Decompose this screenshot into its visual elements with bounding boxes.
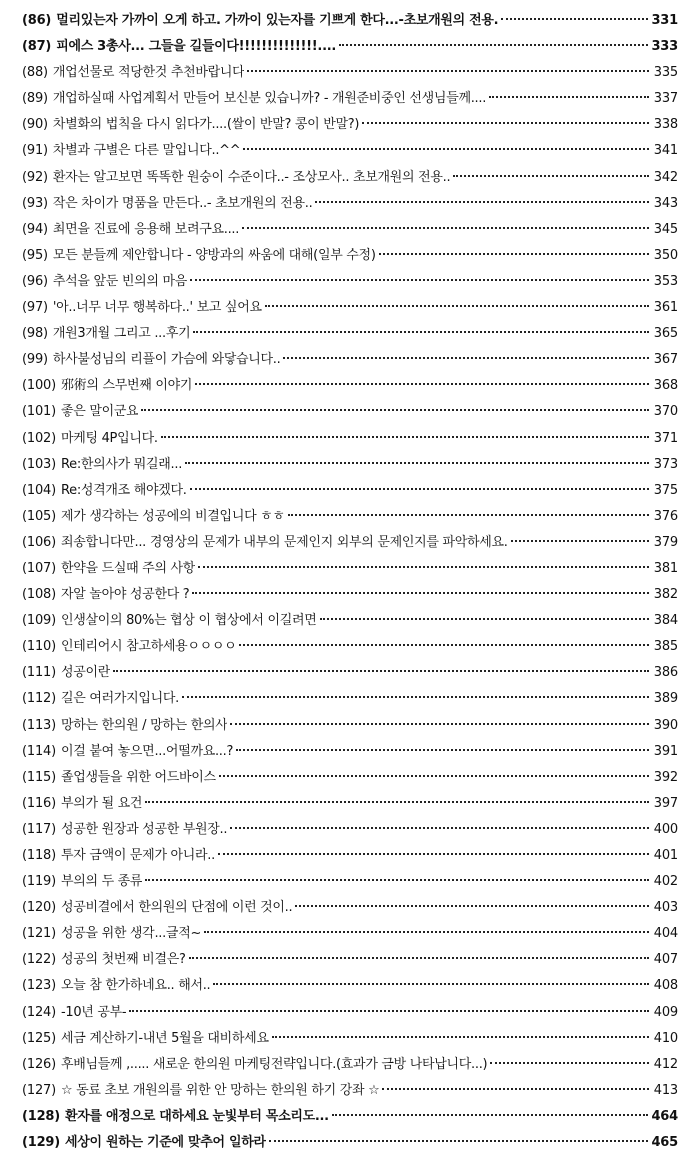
toc-entry: [0, 60, 700, 86]
toc-entry-title: 성공의 첫번째 비결은?: [60, 952, 186, 968]
toc-entry-title: 세상이 원하는 기준에 맞추어 일하라: [65, 1135, 266, 1151]
dot-leader: [141, 409, 649, 411]
toc-entry: [0, 634, 700, 660]
toc-entry-number: (105): [22, 508, 56, 524]
dot-leader: [490, 1062, 649, 1064]
toc-entry-number: (111): [22, 665, 56, 681]
toc-entry-number: (94): [22, 221, 48, 237]
toc-entry-number: (121): [22, 926, 56, 942]
toc-entry-page: 381: [653, 560, 678, 576]
toc-entry: [0, 399, 700, 425]
dot-leader: [332, 1114, 649, 1116]
toc-entry-number: (90): [22, 117, 48, 133]
toc-entry: [0, 947, 700, 973]
toc-entry-page: 367: [653, 352, 678, 368]
toc-entry: [0, 869, 700, 895]
dot-leader: [113, 670, 649, 672]
toc-entry-number: (126): [22, 1056, 56, 1072]
toc-entry-page: 408: [653, 978, 678, 994]
toc-entry: [0, 165, 700, 191]
toc-entry: [0, 478, 700, 504]
toc-entry-number: (96): [22, 273, 48, 289]
toc-entry-title: 성공한 원장과 성공한 부원장..: [60, 821, 228, 837]
toc-entry-title: 부의가 될 요건: [60, 795, 143, 811]
toc-entry: [0, 452, 700, 478]
toc-entry-number: (116): [22, 795, 56, 811]
toc-entry-page: 368: [653, 378, 678, 394]
toc-entry: [0, 243, 700, 269]
dot-leader: [379, 253, 649, 255]
toc-entry-number: (108): [22, 587, 56, 603]
toc-entry-title: 개업하실때 사업계획서 만들어 보신분 있습니까? - 개원준비중인 선생님들께....: [52, 91, 487, 107]
dot-leader: [239, 644, 649, 646]
toc-entry: [0, 739, 700, 765]
toc-entry-page: 403: [653, 900, 678, 916]
toc-entry-title: 이걸 붙여 놓으면...어떨까요...?: [60, 743, 234, 759]
toc-entry: [0, 112, 700, 138]
toc-entry: [0, 556, 700, 582]
toc-entry-title: 세금 계산하기-내년 5월을 대비하세요: [60, 1030, 269, 1046]
toc-entry-page: 385: [653, 639, 678, 655]
toc-entry-title: 좋은 말이군요: [60, 404, 139, 420]
dot-leader: [242, 227, 649, 229]
toc-entry-page: 413: [653, 1082, 678, 1098]
toc-entry: [0, 843, 700, 869]
toc-entry-page: 412: [653, 1056, 678, 1072]
toc-entry: [0, 791, 700, 817]
toc-entry-number: (128): [22, 1108, 61, 1124]
toc-entry-title: 개업선물로 적당한것 추천바랍니다: [52, 65, 245, 81]
dot-leader: [129, 1010, 649, 1012]
toc-entry-number: (107): [22, 560, 56, 576]
toc-entry: [0, 660, 700, 686]
dot-leader: [382, 1088, 649, 1090]
toc-entry-title: 투자 금액이 문제가 아니라..: [60, 848, 215, 863]
toc-entry: [0, 34, 700, 60]
toc-entry-page: 410: [653, 1030, 678, 1046]
dot-leader: [320, 618, 649, 620]
toc-entry-title: 환자는 알고보면 똑똑한 원숭이 수준이다..- 조상모사.. 초보개원의 전용..: [52, 169, 451, 185]
toc-entry-page: 464: [651, 1108, 678, 1124]
toc-entry-number: (115): [22, 769, 56, 785]
toc-entry-number: (117): [22, 821, 56, 837]
toc-entry-number: (118): [22, 848, 56, 863]
toc-entry-page: 407: [653, 952, 678, 968]
dot-leader: [489, 96, 649, 98]
toc-entry-page: 376: [653, 508, 678, 524]
dot-leader: [185, 462, 649, 464]
toc-entry-number: (114): [22, 743, 56, 759]
toc-entry-page: 371: [653, 430, 678, 446]
toc-entry: [0, 1130, 700, 1156]
toc-entry-title: 부의의 두 종류: [60, 874, 143, 890]
dot-leader: [230, 827, 649, 829]
dot-leader: [219, 775, 649, 777]
dot-leader: [511, 540, 649, 542]
toc-entry-title: 길은 여러가지입니다.: [60, 691, 179, 707]
toc-entry-number: (99): [22, 352, 48, 368]
toc-entry-number: (119): [22, 874, 56, 890]
dot-leader: [189, 957, 649, 959]
toc-entry-title: 제가 생각하는 성공에의 비결입니다 ㅎㅎ: [60, 508, 285, 524]
toc-entry: [0, 713, 700, 739]
toc-entry-title: 차별과 구별은 다른 말입니다..^^: [52, 143, 241, 159]
toc-entry-number: (127): [22, 1082, 56, 1098]
toc-entry: [0, 191, 700, 217]
toc-entry-page: 397: [653, 795, 678, 811]
toc-entry-title: 邪術의 스무번째 이야기: [60, 378, 193, 394]
toc-entry: [0, 921, 700, 947]
toc-entry-page: 391: [653, 743, 678, 759]
toc-entry: [0, 217, 700, 243]
dot-leader: [265, 305, 649, 307]
toc-entry-number: (110): [22, 639, 56, 655]
toc-entry: [0, 530, 700, 556]
toc-entry-title: ☆ 동료 초보 개원의를 위한 안 망하는 한의원 하기 강좌 ☆: [60, 1082, 380, 1098]
toc-entry-title: Re:한의사가 뭐길래...: [60, 456, 183, 472]
toc-entry: [0, 895, 700, 921]
toc-entry-page: 343: [653, 195, 678, 211]
toc-entry: [0, 1000, 700, 1026]
toc-entry-title: 성공이란: [60, 665, 111, 681]
toc-entry-number: (125): [22, 1030, 56, 1046]
toc-entry-number: (120): [22, 900, 56, 916]
toc-entry-title: 후배님들께 ,..... 새로운 한의원 마케팅전략입니다.(효과가 금방 나타납니다...): [60, 1056, 488, 1072]
toc-entry: [0, 138, 700, 164]
toc-entry-number: (101): [22, 404, 56, 420]
toc-entry-number: (91): [22, 143, 48, 159]
toc-entry: [0, 504, 700, 530]
toc-entry-page: 465: [651, 1135, 678, 1151]
toc-entry-page: 402: [653, 874, 678, 890]
toc-entry-page: 353: [653, 273, 678, 289]
toc-entry-page: 365: [653, 326, 678, 342]
toc-entry-page: 390: [653, 717, 678, 733]
toc-entry: [0, 1078, 700, 1104]
toc-entry-title: '아..너무 너무 행복하다..' 보고 싶어요: [52, 300, 262, 316]
dot-leader: [193, 331, 649, 333]
toc-entry-number: (89): [22, 91, 48, 107]
toc-entry-number: (88): [22, 65, 48, 81]
toc-entry: [0, 973, 700, 999]
toc-entry: [0, 817, 700, 843]
dot-leader: [247, 70, 649, 72]
dot-leader: [362, 122, 649, 124]
dot-leader: [295, 905, 649, 907]
toc-entry-number: (129): [22, 1135, 61, 1151]
toc-entry-page: 361: [653, 300, 678, 316]
toc-entry-title: 자알 놀아야 성공한다 ?: [60, 587, 190, 603]
toc-entry-title: 차별화의 법칙을 다시 읽다가....(쌀이 반말? 콩이 반말?): [52, 117, 360, 133]
toc-entry-page: 350: [653, 247, 678, 263]
toc-entry-page: 404: [653, 926, 678, 942]
dot-leader: [190, 279, 649, 281]
toc-entry-title: 피에스 3총사... 그들을 길들이다!!!!!!!!!!!!!!....: [56, 39, 336, 55]
toc-entry-number: (106): [22, 534, 56, 550]
toc-entry-title: 성공을 위한 생각...글적~: [60, 926, 202, 942]
toc-entry-title: 개원3개월 그리고 ...후기: [52, 326, 191, 342]
toc-entry-number: (104): [22, 482, 56, 498]
dot-leader: [269, 1140, 649, 1142]
toc-entry-page: 342: [653, 169, 678, 185]
dot-leader: [272, 1036, 649, 1038]
toc-entry-number: (98): [22, 326, 48, 342]
dot-leader: [192, 592, 649, 594]
toc-entry-title: Re:성격개조 해야겠다.: [60, 482, 187, 498]
toc-entry-page: 331: [651, 13, 678, 28]
toc-entry: [0, 686, 700, 712]
dot-leader: [501, 18, 648, 20]
toc-entry-number: (92): [22, 169, 48, 185]
toc-entry-title: 한약을 드실때 주의 사항: [60, 560, 196, 576]
toc-entry-title: 마케팅 4P입니다.: [60, 430, 158, 446]
toc-entry: [0, 426, 700, 452]
dot-leader: [145, 801, 649, 803]
dot-leader: [213, 983, 649, 985]
toc-entry-number: (103): [22, 456, 56, 472]
dot-leader: [283, 357, 649, 359]
toc-entry-page: 373: [653, 456, 678, 472]
dot-leader: [190, 488, 649, 490]
toc-entry-title: 환자를 애정으로 대하세요 눈빛부터 목소리도...: [65, 1108, 329, 1124]
dot-leader: [315, 201, 649, 203]
toc-entry-page: 386: [653, 665, 678, 681]
toc-entry-page: 409: [653, 1004, 678, 1020]
toc-entry-number: (102): [22, 430, 56, 446]
toc-entry-page: 333: [651, 39, 678, 55]
toc-entry-title: 죄송합니다만... 경영상의 문제가 내부의 문제인지 외부의 문제인지를 파악하세요.: [60, 534, 508, 550]
toc-entry-number: (86): [22, 13, 52, 28]
toc-entry-page: 389: [653, 691, 678, 707]
toc-entry-number: (113): [22, 717, 56, 733]
toc-entry-number: (112): [22, 691, 56, 707]
toc-entry-page: 375: [653, 482, 678, 498]
toc-entry: [0, 582, 700, 608]
toc-entry-page: 338: [653, 117, 678, 133]
toc-entry-title: 추석을 앞둔 빈의의 마음: [52, 273, 187, 289]
dot-leader: [198, 566, 649, 568]
toc-entry: [0, 1026, 700, 1052]
dot-leader: [204, 931, 649, 933]
dot-leader: [288, 514, 649, 516]
toc-entry-title: 멀리있는자 가까이 오게 하고. 가까이 있는자를 기쁘게 한다...-초보개원의 전용.: [56, 13, 499, 28]
toc-entry-page: 400: [653, 821, 678, 837]
toc-entry-number: (93): [22, 195, 48, 211]
dot-leader: [145, 879, 649, 881]
toc-entry-title: 모든 분들께 제안합니다 - 양방과의 싸움에 대해(일부 수정): [52, 247, 376, 263]
toc-entry-title: 인생살이의 80%는 협상 이 협상에서 이길려면: [60, 613, 317, 629]
dot-leader: [236, 749, 649, 751]
toc-entry-page: 337: [653, 91, 678, 107]
dot-leader: [195, 383, 649, 385]
toc-entry-title: 오늘 참 한가하네요.. 해서..: [60, 978, 211, 994]
toc-entry-title: 성공비결에서 한의원의 단점에 이런 것이..: [60, 900, 293, 916]
toc-entry: [0, 347, 700, 373]
toc-entry-page: 382: [653, 587, 678, 603]
toc-entry-title: 최면을 진료에 응용해 보려구요....: [52, 221, 240, 237]
toc-entry-number: (109): [22, 613, 56, 629]
toc-entry: [0, 321, 700, 347]
toc-entry: [0, 373, 700, 399]
dot-leader: [161, 436, 649, 438]
toc-entry-title: 졸업생들을 위한 어드바이스: [60, 769, 216, 785]
toc-entry-number: (100): [22, 378, 56, 394]
dot-leader: [453, 175, 649, 177]
toc-entry-page: 345: [653, 221, 678, 237]
toc-entry: [0, 86, 700, 112]
toc-entry-page: 335: [653, 65, 678, 81]
toc-entry: [0, 765, 700, 791]
toc-entry-page: 401: [653, 848, 678, 863]
toc-entry: [0, 8, 700, 34]
dot-leader: [243, 148, 649, 150]
dot-leader: [182, 696, 649, 698]
toc-entry-number: (95): [22, 247, 48, 263]
toc-entry-title: 작은 차이가 명품을 만든다..- 초보개원의 전용..: [52, 195, 313, 211]
toc-entry: [0, 295, 700, 321]
toc-entry: [0, 1104, 700, 1130]
toc-entry-page: 370: [653, 404, 678, 420]
toc-entry-title: -10년 공부-: [60, 1004, 127, 1020]
toc-entry-page: 379: [653, 534, 678, 550]
toc-entry-title: 망하는 한의원 / 망하는 한의사: [60, 717, 228, 733]
toc-entry-title: 인테리어시 참고하세용ㅇㅇㅇㅇ: [60, 639, 237, 655]
toc-entry-page: 392: [653, 769, 678, 785]
dot-leader: [339, 44, 648, 46]
toc-entry-page: 341: [653, 143, 678, 159]
toc-entry-title: 하사불성님의 리플이 가슴에 와닿습니다..: [52, 352, 281, 368]
toc-entry: [0, 269, 700, 295]
dot-leader: [230, 723, 649, 725]
dot-leader: [218, 853, 649, 855]
toc-entry-number: (123): [22, 978, 56, 994]
toc-entry: [0, 608, 700, 634]
toc-entry-number: (97): [22, 300, 48, 316]
toc-entry-number: (124): [22, 1004, 56, 1020]
toc-entry-number: (122): [22, 952, 56, 968]
toc-entry: [0, 1052, 700, 1078]
toc-entry-number: (87): [22, 39, 52, 55]
toc-entry-page: 384: [653, 613, 678, 629]
